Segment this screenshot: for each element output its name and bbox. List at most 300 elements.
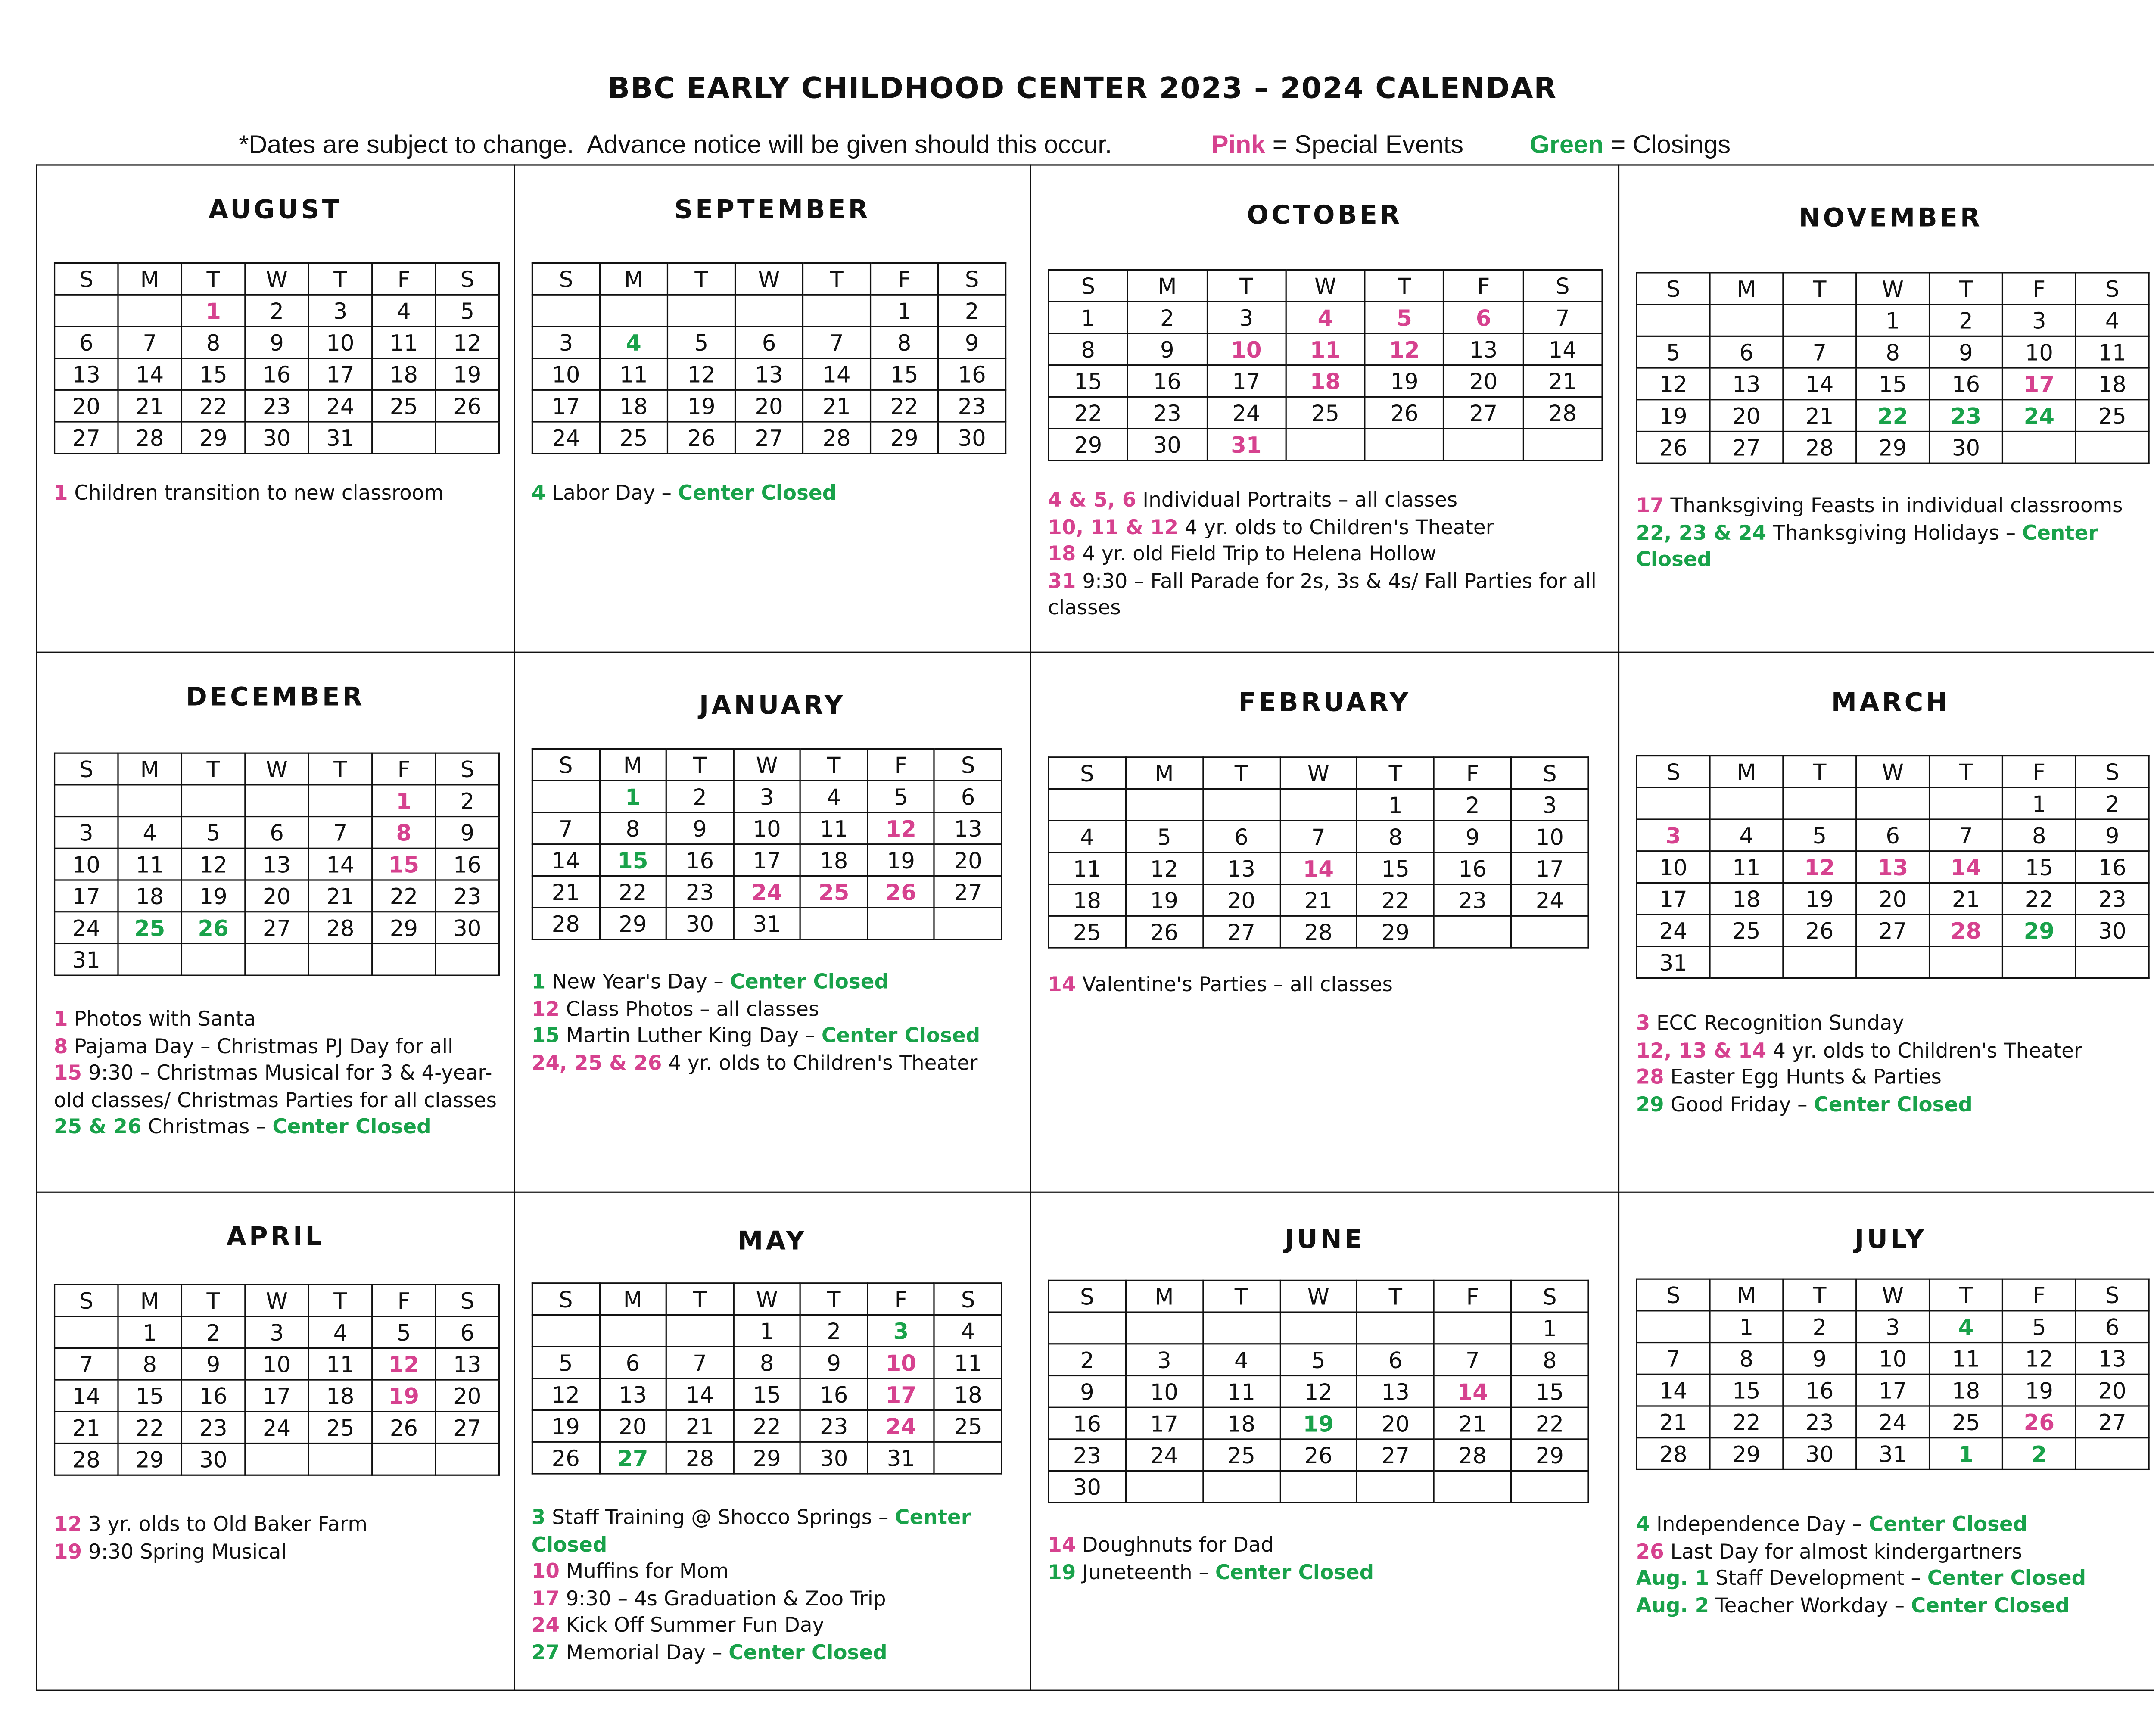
closing-day: 2 xyxy=(2002,1438,2076,1470)
month-panel-june xyxy=(1030,1192,1618,1691)
calendar-day: 24 xyxy=(1856,1406,1930,1438)
event-description: Individual Portraits – all classes xyxy=(1136,488,1458,512)
calendar-day: 16 xyxy=(2076,851,2149,883)
calendar-day: 25 xyxy=(1930,1406,2003,1438)
month-panel-august xyxy=(36,164,514,651)
empty-day xyxy=(1783,946,1856,978)
calendar-day: 22 xyxy=(1710,1406,1783,1438)
calendar-day: 2 xyxy=(800,1315,868,1347)
calendar-day: 14 xyxy=(666,1378,734,1410)
event-description: 4 yr. olds to Children's Theater xyxy=(1178,515,1494,539)
event-description: ECC Recognition Sunday xyxy=(1650,1012,1904,1036)
calendar-day: 24 xyxy=(308,390,372,422)
empty-day xyxy=(532,295,600,327)
calendar-day: 1 xyxy=(1511,1312,1588,1344)
empty-day xyxy=(118,943,181,975)
calendar-day: 27 xyxy=(1856,915,1930,946)
calendar-day: 1 xyxy=(733,1315,800,1347)
calendar-day: 4 xyxy=(308,1316,372,1348)
empty-day xyxy=(1930,946,2003,978)
weekday-header: F xyxy=(372,1285,436,1316)
calendar-day: 27 xyxy=(436,1412,499,1444)
calendar-day: 18 xyxy=(600,390,667,422)
empty-day xyxy=(735,295,803,327)
month-notes xyxy=(1048,487,1606,622)
calendar-day: 29 xyxy=(118,1444,181,1475)
calendar-day: 17 xyxy=(733,844,800,876)
calendar-day: 9 xyxy=(1434,821,1511,852)
event-date: 14 xyxy=(1048,1534,1076,1557)
calendar-day: 15 xyxy=(181,358,245,390)
calendar-day: 6 xyxy=(55,327,118,358)
weekday-header: W xyxy=(733,749,800,781)
calendar-day: 11 xyxy=(800,812,868,844)
event-date: 1 xyxy=(53,1008,68,1031)
weekday-header: F xyxy=(2002,756,2076,788)
event-note xyxy=(1636,1011,2151,1037)
event-date: 14 xyxy=(1048,973,1076,997)
event-date: 4 & 5, 6 xyxy=(1048,488,1136,512)
event-note xyxy=(532,1505,1018,1559)
event-date: 24, 25 & 26 xyxy=(531,1051,662,1075)
closing-day: 1 xyxy=(599,781,666,812)
calendar-day: 8 xyxy=(181,327,245,358)
event-description: 9:30 – 4s Graduation & Zoo Trip xyxy=(559,1587,886,1611)
calendar-day: 31 xyxy=(308,422,372,454)
month-name: MARCH xyxy=(1831,689,1950,718)
special-event-day: 14 xyxy=(1930,851,2003,883)
calendar-day: 7 xyxy=(1434,1344,1511,1376)
month-name: JANUARY xyxy=(699,691,846,721)
closing-date: 22, 23 & 24 xyxy=(1636,521,1767,545)
special-event-day: 4 xyxy=(1286,302,1365,333)
calendar-day: 26 xyxy=(372,1412,436,1444)
empty-day xyxy=(600,295,667,327)
calendar-day: 19 xyxy=(1637,400,1710,432)
calendar-day: 20 xyxy=(245,880,308,912)
weekday-header: T xyxy=(181,1285,245,1316)
calendar-day: 16 xyxy=(1783,1374,1856,1406)
event-note xyxy=(532,1586,1018,1612)
event-note xyxy=(54,1060,501,1114)
weekday-header: F xyxy=(2002,1279,2076,1311)
calendar-day: 8 xyxy=(599,812,666,844)
event-date: 31 xyxy=(1048,569,1076,593)
special-event-day: 26 xyxy=(2002,1406,2076,1438)
weekday-header: T xyxy=(1203,1280,1280,1312)
weekday-header: M xyxy=(600,263,667,295)
calendar-day: 30 xyxy=(1128,429,1207,460)
weekday-header: W xyxy=(1856,1279,1930,1311)
event-note xyxy=(1048,568,1606,622)
calendar-day: 15 xyxy=(1357,852,1434,884)
calendar-day: 23 xyxy=(938,390,1006,422)
calendar-day: 30 xyxy=(1930,431,2003,463)
calendar-day: 1 xyxy=(1710,1311,1783,1343)
weekday-header: T xyxy=(308,1285,372,1316)
calendar-day: 16 xyxy=(181,1380,245,1412)
special-event-day: 26 xyxy=(868,876,935,908)
calendar-day: 2 xyxy=(666,781,734,812)
calendar-day: 11 xyxy=(1710,851,1783,883)
weekday-header: W xyxy=(1856,273,1930,305)
calendar-day: 17 xyxy=(1207,365,1286,397)
month-calendar-table xyxy=(532,1282,1002,1474)
special-event-day: 10 xyxy=(1207,333,1286,365)
calendar-day: 8 xyxy=(1710,1343,1783,1375)
weekday-header: S xyxy=(1637,756,1710,788)
empty-day xyxy=(934,908,1002,940)
calendar-day: 2 xyxy=(245,295,308,327)
closing-day: 26 xyxy=(181,912,245,944)
event-note xyxy=(532,480,1018,507)
calendar-day: 7 xyxy=(1637,1343,1710,1375)
weekday-header: T xyxy=(1930,1279,2003,1311)
calendar-day: 23 xyxy=(800,1410,868,1442)
calendar-day: 3 xyxy=(1856,1311,1930,1343)
calendar-day: 14 xyxy=(532,844,599,876)
event-note xyxy=(1636,1037,2151,1064)
calendar-day: 27 xyxy=(1203,916,1280,948)
calendar-day: 22 xyxy=(372,880,436,912)
empty-day xyxy=(436,943,499,975)
special-event-day: 10 xyxy=(868,1347,935,1378)
calendar-day: 9 xyxy=(2076,819,2149,851)
empty-day xyxy=(532,781,599,812)
closing-date: Aug. 2 xyxy=(1636,1593,1709,1618)
empty-day xyxy=(1203,1471,1280,1503)
calendar-day: 21 xyxy=(803,390,871,422)
calendar-day: 28 xyxy=(1280,916,1357,948)
empty-day xyxy=(2076,1438,2149,1470)
event-description: Juneteenth – xyxy=(1076,1560,1215,1584)
event-note xyxy=(1048,972,1606,999)
weekday-header: T xyxy=(1365,270,1444,302)
center-closed-label: Center Closed xyxy=(272,1115,431,1139)
special-event-day: 13 xyxy=(1856,851,1930,883)
event-description: Staff Development – xyxy=(1709,1567,1927,1590)
special-event-day: 1 xyxy=(181,295,245,327)
calendar-day: 19 xyxy=(2002,1374,2076,1406)
empty-day xyxy=(245,943,308,975)
calendar-day: 20 xyxy=(934,844,1002,876)
calendar-day: 18 xyxy=(934,1378,1002,1410)
calendar-day: 14 xyxy=(1637,1374,1710,1406)
empty-day xyxy=(118,785,181,817)
empty-day xyxy=(436,422,499,454)
weekday-header: S xyxy=(532,1283,599,1315)
event-date: 12 xyxy=(531,997,560,1021)
calendar-day: 7 xyxy=(666,1347,734,1378)
calendar-day: 2 xyxy=(1049,1344,1126,1376)
calendar-day: 9 xyxy=(181,1348,245,1380)
weekday-header: S xyxy=(1049,1280,1126,1312)
weekday-header: M xyxy=(118,1285,181,1316)
closing-day: 4 xyxy=(600,327,667,358)
calendar-day: 25 xyxy=(2076,400,2149,432)
weekday-header: F xyxy=(868,1283,935,1315)
calendar-day: 27 xyxy=(2076,1406,2149,1438)
calendar-day: 7 xyxy=(803,327,871,358)
calendar-day: 27 xyxy=(1357,1439,1434,1471)
special-event-day: 31 xyxy=(1207,429,1286,460)
calendar-day: 1 xyxy=(118,1316,181,1348)
calendar-day: 18 xyxy=(2076,368,2149,400)
calendar-day: 12 xyxy=(1637,368,1710,400)
calendar-day: 20 xyxy=(1856,883,1930,915)
calendar-day: 13 xyxy=(436,1348,499,1380)
calendar-day: 12 xyxy=(1126,852,1203,884)
calendar-day: 9 xyxy=(1128,333,1207,365)
month-calendar-table xyxy=(54,753,500,976)
weekday-header: M xyxy=(1126,757,1203,789)
event-note xyxy=(54,480,501,507)
special-event-day: 5 xyxy=(1365,302,1444,333)
calendar-day: 30 xyxy=(1783,1438,1856,1470)
closing-date: 29 xyxy=(1636,1092,1664,1116)
closing-day: 3 xyxy=(868,1315,935,1347)
weekday-header: S xyxy=(436,1285,499,1316)
calendar-day: 10 xyxy=(245,1348,308,1380)
calendar-day: 5 xyxy=(1280,1344,1357,1376)
special-event-day: 15 xyxy=(372,848,436,880)
weekday-header: F xyxy=(1434,757,1511,789)
calendar-day: 6 xyxy=(599,1347,666,1378)
event-note xyxy=(532,1612,1018,1639)
closing-day: 4 xyxy=(1930,1311,2003,1343)
empty-day xyxy=(599,1315,666,1347)
calendar-day: 6 xyxy=(735,327,803,358)
event-description: 9:30 – Christmas Musical for 3 & 4-year- old classes/ Christmas Parties for all classes xyxy=(53,1061,497,1112)
event-description: New Year's Day – xyxy=(545,970,730,994)
weekday-header: W xyxy=(245,263,308,295)
calendar-day: 30 xyxy=(436,912,499,944)
month-panel-february xyxy=(1030,652,1618,1192)
calendar-day: 30 xyxy=(1049,1471,1126,1503)
weekday-header: S xyxy=(532,263,600,295)
calendar-day: 1 xyxy=(1049,302,1128,333)
calendar-day: 17 xyxy=(1856,1374,1930,1406)
event-description: Easter Egg Hunts & Parties xyxy=(1664,1066,1942,1089)
event-note xyxy=(1636,520,2151,574)
event-date: 12, 13 & 14 xyxy=(1636,1039,1767,1063)
calendar-day: 3 xyxy=(1126,1344,1203,1376)
calendar-day: 2 xyxy=(1128,302,1207,333)
calendar-day: 6 xyxy=(436,1316,499,1348)
calendar-day: 24 xyxy=(532,422,600,454)
calendar-day: 12 xyxy=(181,848,245,880)
calendar-day: 26 xyxy=(1280,1439,1357,1471)
month-notes xyxy=(532,480,1018,507)
calendar-day: 4 xyxy=(1710,819,1783,851)
month-panel-december xyxy=(36,652,514,1192)
empty-day xyxy=(1434,916,1511,948)
calendar-day: 13 xyxy=(55,358,118,390)
calendar-day: 12 xyxy=(2002,1343,2076,1375)
event-note xyxy=(54,1114,501,1141)
calendar-day: 20 xyxy=(1444,365,1523,397)
calendar-day: 26 xyxy=(532,1442,599,1474)
calendar-day: 8 xyxy=(1511,1344,1588,1376)
center-closed-label: Center Closed xyxy=(1927,1567,2086,1590)
event-note xyxy=(1048,1559,1606,1586)
event-description: Children transition to new classroom xyxy=(68,482,444,505)
calendar-day: 24 xyxy=(55,912,118,944)
calendar-day: 22 xyxy=(733,1410,800,1442)
calendar-day: 9 xyxy=(666,812,734,844)
event-note xyxy=(1048,541,1606,568)
weekday-header: S xyxy=(55,753,118,785)
calendar-day: 9 xyxy=(938,327,1006,358)
calendar-day: 10 xyxy=(308,327,372,358)
special-event-day: 17 xyxy=(868,1378,935,1410)
weekday-header: M xyxy=(118,753,181,785)
event-description: Christmas – xyxy=(141,1115,273,1139)
calendar-day: 15 xyxy=(118,1380,181,1412)
legend-pink-word: Pink xyxy=(1211,130,1266,159)
calendar-day: 18 xyxy=(1203,1407,1280,1439)
calendar-day: 17 xyxy=(1126,1407,1203,1439)
calendar-day: 26 xyxy=(1783,915,1856,946)
empty-day xyxy=(1203,789,1280,821)
month-calendar-table xyxy=(1636,272,2150,464)
calendar-day: 19 xyxy=(181,880,245,912)
event-date: 19 xyxy=(53,1540,82,1564)
event-description: 9:30 Spring Musical xyxy=(82,1540,287,1564)
calendar-day: 29 xyxy=(1710,1438,1783,1470)
calendar-day: 14 xyxy=(803,358,871,390)
calendar-day: 20 xyxy=(1710,400,1783,432)
month-notes xyxy=(1048,972,1606,999)
weekday-header: W xyxy=(1286,270,1365,302)
calendar-day: 4 xyxy=(1049,821,1126,852)
event-date: 28 xyxy=(1636,1066,1664,1089)
calendar-day: 22 xyxy=(1049,397,1128,429)
calendar-day: 27 xyxy=(55,422,118,454)
empty-day xyxy=(372,1444,436,1475)
calendar-day: 13 xyxy=(934,812,1002,844)
calendar-day: 17 xyxy=(245,1380,308,1412)
calendar-day: 2 xyxy=(436,785,499,817)
closing-date: 3 xyxy=(531,1506,546,1530)
calendar-day: 10 xyxy=(1856,1343,1930,1375)
calendar-day: 30 xyxy=(938,422,1006,454)
empty-day xyxy=(55,785,118,817)
weekday-header: S xyxy=(1049,757,1126,789)
calendar-day: 18 xyxy=(308,1380,372,1412)
weekday-header: M xyxy=(599,1283,666,1315)
month-notes xyxy=(532,969,1018,1077)
event-description: 4 yr. old Field Trip to Helena Hollow xyxy=(1076,542,1437,566)
empty-day xyxy=(1930,787,2003,819)
event-note xyxy=(532,1640,1018,1666)
calendar-day: 9 xyxy=(1930,336,2003,368)
calendar-day: 4 xyxy=(800,781,868,812)
closing-date: 15 xyxy=(531,1024,560,1048)
calendar-day: 6 xyxy=(245,817,308,849)
event-description: Teacher Workday – xyxy=(1709,1593,1911,1618)
calendar-day: 4 xyxy=(372,295,436,327)
event-note xyxy=(1636,1091,2151,1118)
special-event-day: 11 xyxy=(1286,333,1365,365)
weekday-header: S xyxy=(2076,273,2149,305)
calendar-day: 28 xyxy=(532,908,599,940)
special-event-day: 3 xyxy=(1637,819,1710,851)
month-notes xyxy=(54,1512,501,1565)
calendar-day: 27 xyxy=(735,422,803,454)
empty-day xyxy=(1710,787,1783,819)
calendar-day: 21 xyxy=(666,1410,734,1442)
event-description: Independence Day – xyxy=(1650,1513,1869,1537)
calendar-day: 16 xyxy=(800,1378,868,1410)
calendar-day: 28 xyxy=(1783,431,1856,463)
closing-day: 25 xyxy=(118,912,181,944)
event-note xyxy=(532,969,1018,996)
calendar-day: 12 xyxy=(532,1378,599,1410)
calendar-day: 5 xyxy=(436,295,499,327)
special-event-day: 28 xyxy=(1930,915,2003,946)
calendar-day: 9 xyxy=(1783,1343,1856,1375)
calendar-day: 21 xyxy=(55,1412,118,1444)
calendar-day: 5 xyxy=(1637,336,1710,368)
month-notes xyxy=(1048,1532,1606,1586)
weekday-header: S xyxy=(436,263,499,295)
empty-day xyxy=(245,1444,308,1475)
empty-day xyxy=(1444,429,1523,460)
calendar-day: 17 xyxy=(1511,852,1588,884)
empty-day xyxy=(1280,789,1357,821)
month-notes xyxy=(532,1505,1018,1666)
calendar-day: 29 xyxy=(599,908,666,940)
weekday-header: M xyxy=(1710,1279,1783,1311)
weekday-header: M xyxy=(118,263,181,295)
calendar-day: 21 xyxy=(1434,1407,1511,1439)
calendar-day: 18 xyxy=(1930,1374,2003,1406)
center-closed-label: Center Closed xyxy=(1868,1513,2028,1537)
calendar-day: 3 xyxy=(1207,302,1286,333)
weekday-header: W xyxy=(1280,1280,1357,1312)
event-note xyxy=(1636,1064,2151,1091)
calendar-day: 9 xyxy=(436,817,499,849)
weekday-header: W xyxy=(245,753,308,785)
special-event-day: 8 xyxy=(372,817,436,849)
calendar-day: 8 xyxy=(871,327,938,358)
closing-day: 1 xyxy=(1930,1438,2003,1470)
event-note xyxy=(54,1033,501,1060)
empty-day xyxy=(934,1442,1002,1474)
calendar-day: 7 xyxy=(118,327,181,358)
empty-day xyxy=(1357,1312,1434,1344)
empty-day xyxy=(532,1315,599,1347)
closing-day: 22 xyxy=(1856,400,1930,432)
calendar-day: 31 xyxy=(868,1442,935,1474)
calendar-day: 20 xyxy=(2076,1374,2149,1406)
empty-day xyxy=(1637,787,1710,819)
calendar-day: 10 xyxy=(532,358,600,390)
calendar-day: 28 xyxy=(803,422,871,454)
calendar-day: 11 xyxy=(600,358,667,390)
special-event-day: 14 xyxy=(1280,852,1357,884)
empty-day xyxy=(55,1316,118,1348)
calendar-day: 23 xyxy=(436,880,499,912)
disclaimer-note: *Dates are subject to change. Advance notice will be given should this occur. xyxy=(239,130,1112,159)
month-calendar-table xyxy=(54,1284,500,1475)
calendar-day: 7 xyxy=(55,1348,118,1380)
calendar-day: 28 xyxy=(1523,397,1602,429)
calendar-day: 13 xyxy=(735,358,803,390)
weekday-header: S xyxy=(1049,270,1128,302)
calendar-day: 26 xyxy=(1126,916,1203,948)
